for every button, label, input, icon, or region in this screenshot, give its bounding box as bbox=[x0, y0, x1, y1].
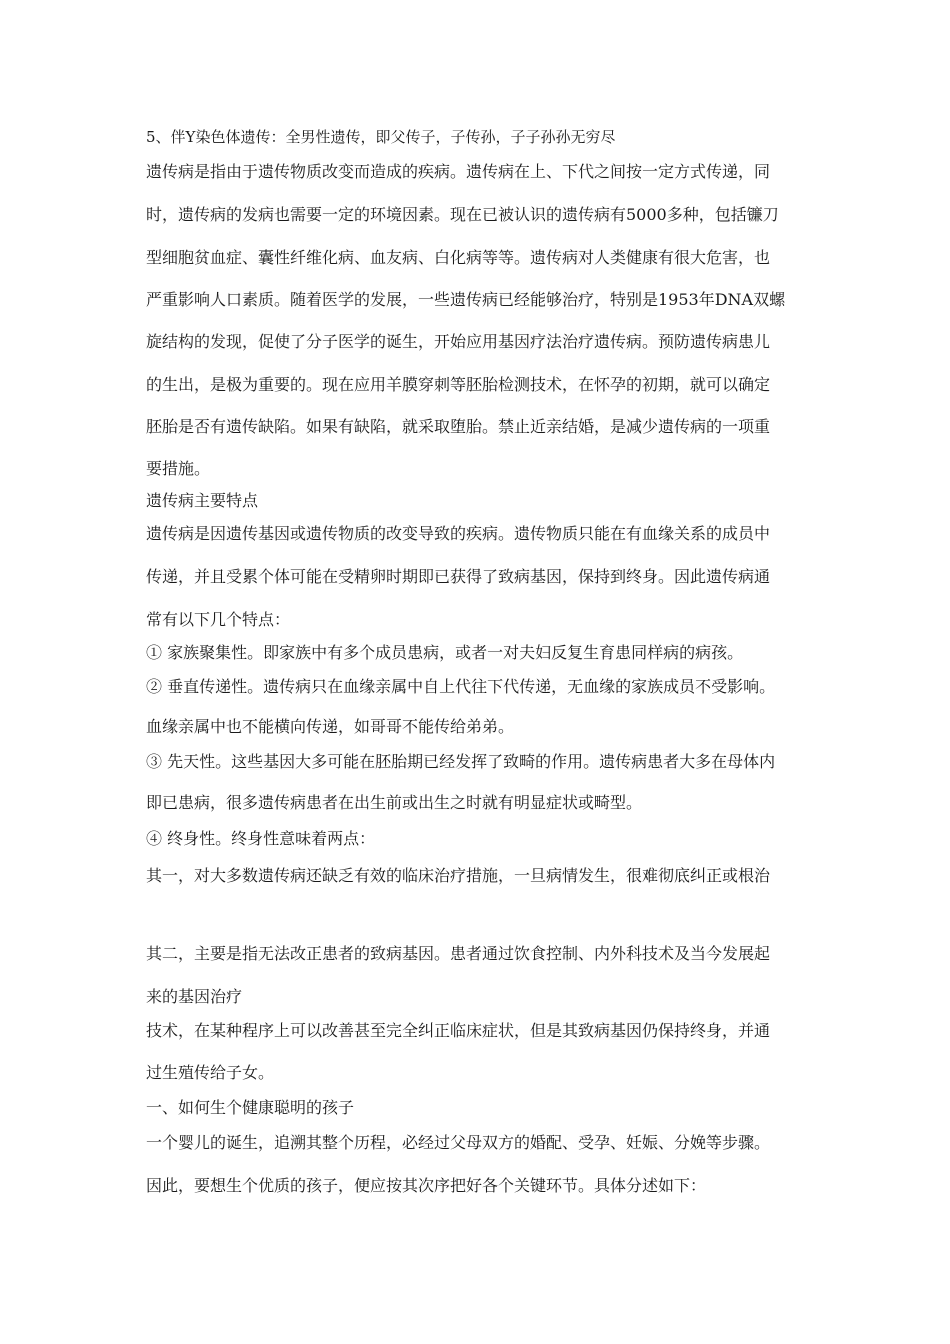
text-line: 其二，主要是指无法改正患者的致病基因。患者通过饮食控制、内外科技术及当今发展起 bbox=[146, 944, 771, 963]
text-line: 其一，对大多数遗传病还缺乏有效的临床治疗措施，一旦病情发生，很难彻底纠正或根治 bbox=[146, 866, 771, 885]
text-line: 遗传病是指由于遗传物质改变而造成的疾病。遗传病在上、下代之间按一定方式传递，同 bbox=[146, 162, 771, 181]
text-line: 一个婴儿的诞生，追溯其整个历程，必经过父母双方的婚配、受孕、妊娠、分娩等步骤。 bbox=[146, 1133, 771, 1152]
text-line: 即已患病，很多遗传病患者在出生前或出生之时就有明显症状或畸型。 bbox=[146, 793, 643, 812]
text-line: 严重影响人口素质。随着医学的发展，一些遗传病已经能够治疗，特别是1953年DNA双螺 bbox=[146, 290, 786, 309]
text-line: 技术，在某种程序上可以改善甚至完全纠正临床症状，但是其致病基因仍保持终身，并通 bbox=[146, 1021, 771, 1040]
text-line: 胚胎是否有遗传缺陷。如果有缺陷，就采取堕胎。禁止近亲结婚，是减少遗传病的一项重 bbox=[146, 417, 771, 436]
section-heading-healthy-child: 一、如何生个健康聪明的孩子 bbox=[146, 1098, 355, 1117]
text-line: 遗传病是因遗传基因或遗传物质的改变导致的疾病。遗传物质只能在有血缘关系的成员中 bbox=[146, 524, 771, 543]
text-line-heading-y-inheritance: 5、伴Y染色体遗传：全男性遗传，即父传子，子传孙，子子孙孙无穷尽 bbox=[146, 128, 616, 146]
text-line: 要措施。 bbox=[146, 459, 211, 478]
text-line: 传递，并且受累个体可能在受精卵时期即已获得了致病基因，保持到终身。因此遗传病通 bbox=[146, 567, 771, 586]
text-line: 来的基因治疗 bbox=[146, 987, 243, 1006]
text-line: 血缘亲属中也不能横向传递，如哥哥不能传给弟弟。 bbox=[146, 717, 515, 736]
text-line: 时，遗传病的发病也需要一定的环境因素。现在已被认识的遗传病有5000多种，包括镰刀 bbox=[146, 205, 779, 224]
text-line: 旋结构的发现，促使了分子医学的诞生，开始应用基因疗法治疗遗传病。预防遗传病患儿 bbox=[146, 332, 771, 351]
list-item-4: ④ 终身性。终身性意味着两点： bbox=[146, 829, 376, 848]
section-heading-features: 遗传病主要特点 bbox=[146, 491, 259, 510]
text-line: 常有以下几个特点： bbox=[146, 610, 291, 629]
text-line: 的生出，是极为重要的。现在应用羊膜穿刺等胚胎检测技术，在怀孕的初期，就可以确定 bbox=[146, 375, 771, 394]
text-line: 过生殖传给子女。 bbox=[146, 1063, 275, 1082]
text-line: 因此，要想生个优质的孩子，便应按其次序把好各个关键环节。具体分述如下： bbox=[146, 1176, 707, 1195]
text-line: 型细胞贫血症、囊性纤维化病、血友病、白化病等等。遗传病对人类健康有很大危害，也 bbox=[146, 248, 771, 267]
list-item-3: ③ 先天性。这些基因大多可能在胚胎期已经发挥了致畸的作用。遗传病患者大多在母体内 bbox=[146, 752, 776, 771]
list-item-2: ② 垂直传递性。遗传病只在血缘亲属中自上代往下代传递，无血缘的家族成员不受影响。 bbox=[146, 677, 776, 696]
list-item-1: ① 家族聚集性。即家族中有多个成员患病，或者一对夫妇反复生育患同样病的病孩。 bbox=[146, 643, 744, 662]
